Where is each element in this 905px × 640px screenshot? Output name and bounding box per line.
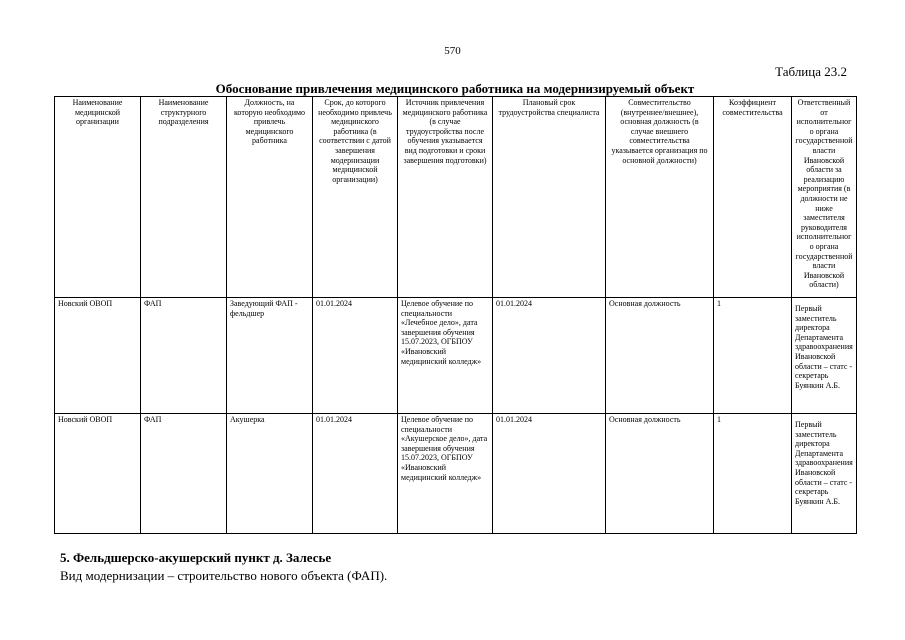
cell-coefficient: 1 xyxy=(714,414,792,534)
cell-org: Новский ОВОП xyxy=(55,298,141,414)
page-number: 570 xyxy=(444,45,461,57)
column-header-position: Должность, на которую необходимо привлечь медицинского работника xyxy=(227,97,313,298)
cell-position: Заведующий ФАП - фельдшер xyxy=(227,298,313,414)
cell-coefficient: 1 xyxy=(714,298,792,414)
cell-unit: ФАП xyxy=(141,298,227,414)
column-header-combination: Совместительство (внутреннее/внешнее), основная должность (в случае внешнего совместительства указывается организация по основной должности) xyxy=(606,97,714,298)
cell-combination: Основная должность xyxy=(606,414,714,534)
cell-source: Целевое обучение по специальности «Лечебное дело», дата завершения обучения 15.07.2023, ОГБПОУ «Ивановский медицинский колледж» xyxy=(398,298,493,414)
cell-position: Акушерка xyxy=(227,414,313,534)
cell-combination: Основная должность xyxy=(606,298,714,414)
column-header-org: Наименование медицинской организации xyxy=(55,97,141,298)
table-row xyxy=(55,298,857,414)
cell-responsible: Первый заместитель директора Департамента здравоохранения Ивановской области – статс - секретарь Буянкин А.Б. xyxy=(792,298,857,414)
cell-source: Целевое обучение по специальности «Акушерское дело», дата завершения обучения 15.07.2023, ОГБПОУ «Ивановский медицинский колледж» xyxy=(398,414,493,534)
column-header-responsible: Ответственный от исполнительного органа государственной власти Ивановской области за реализацию мероприятия (в должности не ниже заместителя руководителя исполнительного органа государственной власти Ивановской области) xyxy=(792,97,857,298)
table-title: Обоснование привлечения медицинского работника на модернизируемый объект xyxy=(215,81,695,96)
column-header-coefficient: Коэффициент совместительства xyxy=(714,97,792,298)
cell-responsible: Первый заместитель директора Департамента здравоохранения Ивановской области – статс - секретарь Буянкин А.Б. xyxy=(792,414,857,534)
section-heading: 5. Фельдшерско-акушерский пункт д. Залесье xyxy=(60,550,332,565)
section-text: Вид модернизации – строительство нового объекта (ФАП). xyxy=(60,568,388,583)
table-header-row xyxy=(55,97,857,298)
cell-planned: 01.01.2024 xyxy=(493,414,606,534)
table-row xyxy=(55,414,857,534)
cell-planned: 01.01.2024 xyxy=(493,298,606,414)
table-label: Таблица 23.2 xyxy=(775,64,847,79)
cell-org: Новский ОВОП xyxy=(55,414,141,534)
cell-unit: ФАП xyxy=(141,414,227,534)
column-header-deadline: Срок, до которого необходимо привлечь медицинского работника (в соответствии с датой завершения модернизации медицинской организации) xyxy=(313,97,398,298)
cell-deadline: 01.01.2024 xyxy=(313,298,398,414)
column-header-planned: Плановый срок трудоустройства специалиста xyxy=(493,97,606,298)
cell-deadline: 01.01.2024 xyxy=(313,414,398,534)
column-header-unit: Наименование структурного подразделения xyxy=(141,97,227,298)
justification-table xyxy=(54,96,857,534)
column-header-source: Источник привлечения медицинского работника (в случае трудоустройства после обучения указывается вид подготовки и сроки завершения подготовки) xyxy=(398,97,493,298)
